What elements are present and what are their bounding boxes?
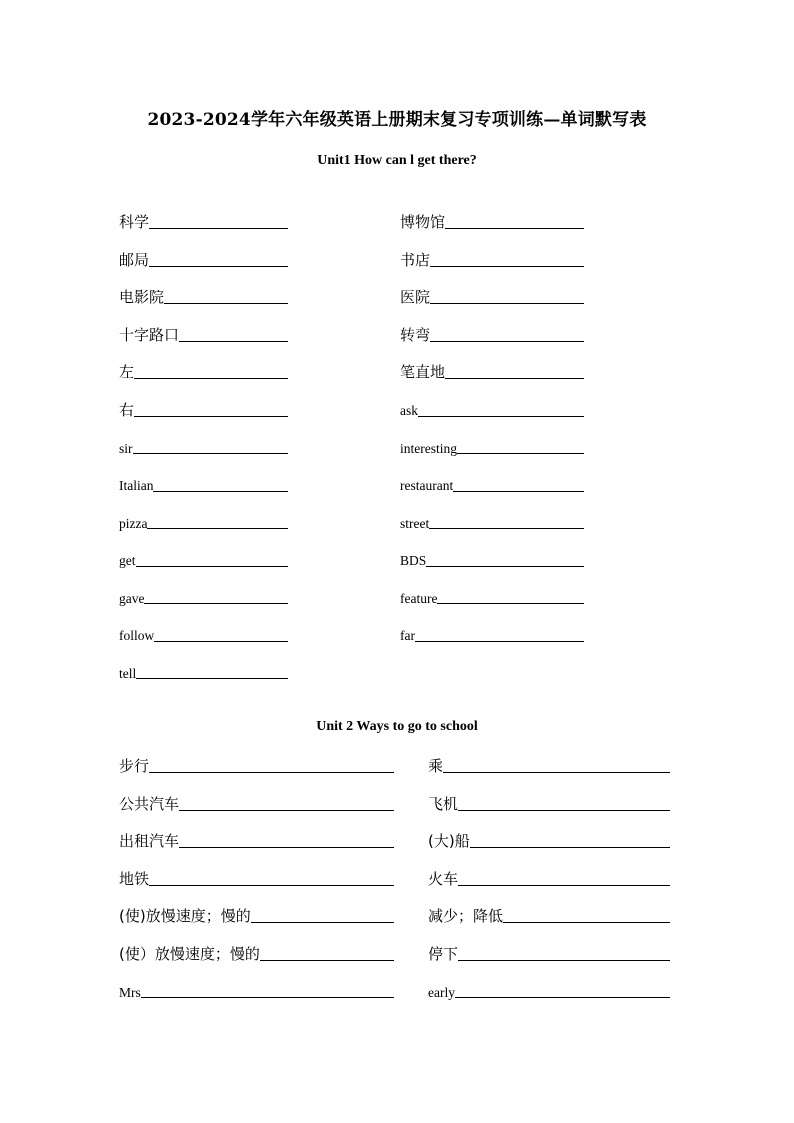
vocab-label: feature bbox=[400, 590, 438, 606]
vocab-item bbox=[119, 323, 288, 343]
vocab-item bbox=[400, 510, 584, 530]
vocab-item bbox=[119, 435, 288, 455]
vocab-label: follow bbox=[119, 628, 155, 643]
vocab-item bbox=[400, 548, 584, 568]
answer-blank-line[interactable] bbox=[149, 265, 288, 267]
vocab-label: 飞机 bbox=[428, 794, 459, 813]
vocab-item bbox=[119, 942, 394, 962]
vocab-item bbox=[119, 510, 288, 530]
vocab-item bbox=[119, 979, 394, 999]
answer-blank-line[interactable] bbox=[457, 452, 584, 454]
answer-blank-line[interactable] bbox=[443, 771, 670, 773]
vocab-label: 步行 bbox=[119, 757, 150, 775]
answer-blank-line[interactable] bbox=[154, 640, 288, 642]
vocab-label: Mrs bbox=[119, 984, 141, 1000]
answer-blank-line[interactable] bbox=[458, 959, 670, 961]
vocab-label: interesting bbox=[400, 440, 457, 456]
vocab-item bbox=[400, 585, 584, 605]
vocab-label: 科学 bbox=[119, 213, 150, 231]
answer-blank-line[interactable] bbox=[251, 921, 394, 923]
vocab-label: far bbox=[400, 628, 415, 643]
vocab-item bbox=[119, 829, 394, 849]
vocab-label: early bbox=[428, 984, 455, 1000]
answer-blank-line[interactable] bbox=[179, 846, 394, 848]
vocab-item bbox=[119, 623, 288, 643]
answer-blank-line[interactable] bbox=[149, 884, 394, 886]
vocab-label: street bbox=[400, 515, 430, 531]
vocab-item bbox=[400, 360, 584, 380]
answer-blank-line[interactable] bbox=[430, 265, 584, 267]
vocab-item bbox=[119, 248, 288, 268]
vocab-item bbox=[119, 398, 288, 418]
vocab-item bbox=[119, 585, 288, 605]
vocab-label: 医院 bbox=[400, 288, 431, 306]
vocab-item bbox=[400, 285, 584, 305]
vocab-item bbox=[400, 623, 584, 643]
answer-blank-line[interactable] bbox=[458, 884, 670, 886]
answer-blank-line[interactable] bbox=[133, 452, 288, 454]
vocab-label: 笔直地 bbox=[400, 363, 446, 381]
vocab-item bbox=[119, 285, 288, 305]
vocab-item bbox=[428, 754, 670, 774]
answer-blank-line[interactable] bbox=[503, 921, 670, 923]
vocab-item bbox=[119, 210, 288, 230]
vocab-label: 左 bbox=[119, 363, 135, 381]
unit2-heading: Unit 2 Ways to go to school bbox=[316, 719, 478, 734]
vocab-item bbox=[400, 323, 584, 343]
answer-blank-line[interactable] bbox=[179, 340, 288, 342]
vocab-item bbox=[428, 829, 670, 849]
vocab-label: sir bbox=[119, 440, 133, 456]
answer-blank-line[interactable] bbox=[437, 602, 584, 604]
vocab-label: BDS bbox=[400, 553, 427, 568]
vocab-label: gave bbox=[119, 590, 145, 606]
vocab-label: 火车 bbox=[428, 869, 459, 888]
answer-blank-line[interactable] bbox=[453, 490, 584, 492]
vocab-label: 出租汽车 bbox=[119, 832, 180, 850]
vocab-item bbox=[428, 942, 670, 962]
vocab-label: 十字路口 bbox=[119, 325, 180, 344]
vocab-label: 地铁 bbox=[119, 869, 150, 888]
answer-blank-line[interactable] bbox=[134, 377, 288, 379]
vocab-item bbox=[119, 548, 288, 568]
vocab-label: 公共汽车 bbox=[119, 794, 180, 813]
answer-blank-line[interactable] bbox=[455, 996, 670, 998]
vocab-label: ask bbox=[400, 403, 418, 418]
vocab-item bbox=[400, 435, 584, 455]
answer-blank-line[interactable] bbox=[144, 602, 288, 604]
answer-blank-line[interactable] bbox=[430, 302, 584, 304]
answer-blank-line[interactable] bbox=[415, 640, 584, 642]
answer-blank-line[interactable] bbox=[429, 527, 584, 529]
answer-blank-line[interactable] bbox=[141, 996, 394, 998]
vocab-label: 电影院 bbox=[119, 288, 165, 306]
vocab-item bbox=[428, 979, 670, 999]
unit1-heading: Unit1 How can l get there? bbox=[317, 153, 477, 168]
vocab-item bbox=[428, 904, 670, 924]
answer-blank-line[interactable] bbox=[136, 565, 288, 567]
vocab-label: pizza bbox=[119, 515, 148, 531]
vocab-label: 转弯 bbox=[400, 325, 431, 344]
answer-blank-line[interactable] bbox=[430, 340, 584, 342]
vocab-item bbox=[119, 867, 394, 887]
answer-blank-line[interactable] bbox=[153, 490, 288, 492]
vocab-label: get bbox=[119, 553, 136, 568]
vocab-label: 停下 bbox=[428, 944, 459, 963]
vocab-item bbox=[119, 904, 394, 924]
answer-blank-line[interactable] bbox=[149, 771, 394, 773]
vocab-label: restaurant bbox=[400, 478, 454, 493]
answer-blank-line[interactable] bbox=[418, 415, 584, 417]
vocab-item bbox=[400, 473, 584, 493]
answer-blank-line[interactable] bbox=[136, 677, 288, 679]
answer-blank-line[interactable] bbox=[260, 959, 394, 961]
page-title: 2023-2024学年六年级英语上册期末复习专项训练—单词默写表 bbox=[147, 110, 647, 130]
vocab-item bbox=[428, 867, 670, 887]
vocab-item bbox=[119, 360, 288, 380]
vocab-label: (使)放慢速度；慢的 bbox=[119, 907, 251, 925]
vocab-label: 博物馆 bbox=[400, 213, 446, 231]
vocab-label: 乘 bbox=[428, 757, 444, 775]
vocab-label: 书店 bbox=[400, 250, 431, 269]
vocab-item bbox=[119, 660, 288, 680]
answer-blank-line[interactable] bbox=[147, 527, 288, 529]
answer-blank-line[interactable] bbox=[458, 809, 670, 811]
answer-blank-line[interactable] bbox=[134, 415, 288, 417]
vocab-item bbox=[119, 473, 288, 493]
vocab-item bbox=[400, 248, 584, 268]
answer-blank-line[interactable] bbox=[179, 809, 394, 811]
answer-blank-line[interactable] bbox=[426, 565, 584, 567]
vocab-label: 邮局 bbox=[119, 250, 150, 269]
answer-blank-line[interactable] bbox=[445, 227, 584, 229]
vocab-item bbox=[119, 792, 394, 812]
answer-blank-line[interactable] bbox=[164, 302, 288, 304]
vocab-item bbox=[400, 210, 584, 230]
vocab-label: 右 bbox=[119, 400, 135, 419]
answer-blank-line[interactable] bbox=[149, 227, 288, 229]
vocab-item bbox=[119, 754, 394, 774]
vocab-label: (使）放慢速度；慢的 bbox=[119, 944, 260, 963]
answer-blank-line[interactable] bbox=[445, 377, 584, 379]
answer-blank-line[interactable] bbox=[470, 846, 670, 848]
vocab-label: 减少；降低 bbox=[428, 907, 504, 925]
vocab-label: tell bbox=[119, 665, 137, 681]
vocab-label: Italian bbox=[119, 478, 154, 493]
vocab-item bbox=[428, 792, 670, 812]
vocab-item bbox=[400, 398, 584, 418]
vocab-label: (大)船 bbox=[428, 832, 470, 850]
